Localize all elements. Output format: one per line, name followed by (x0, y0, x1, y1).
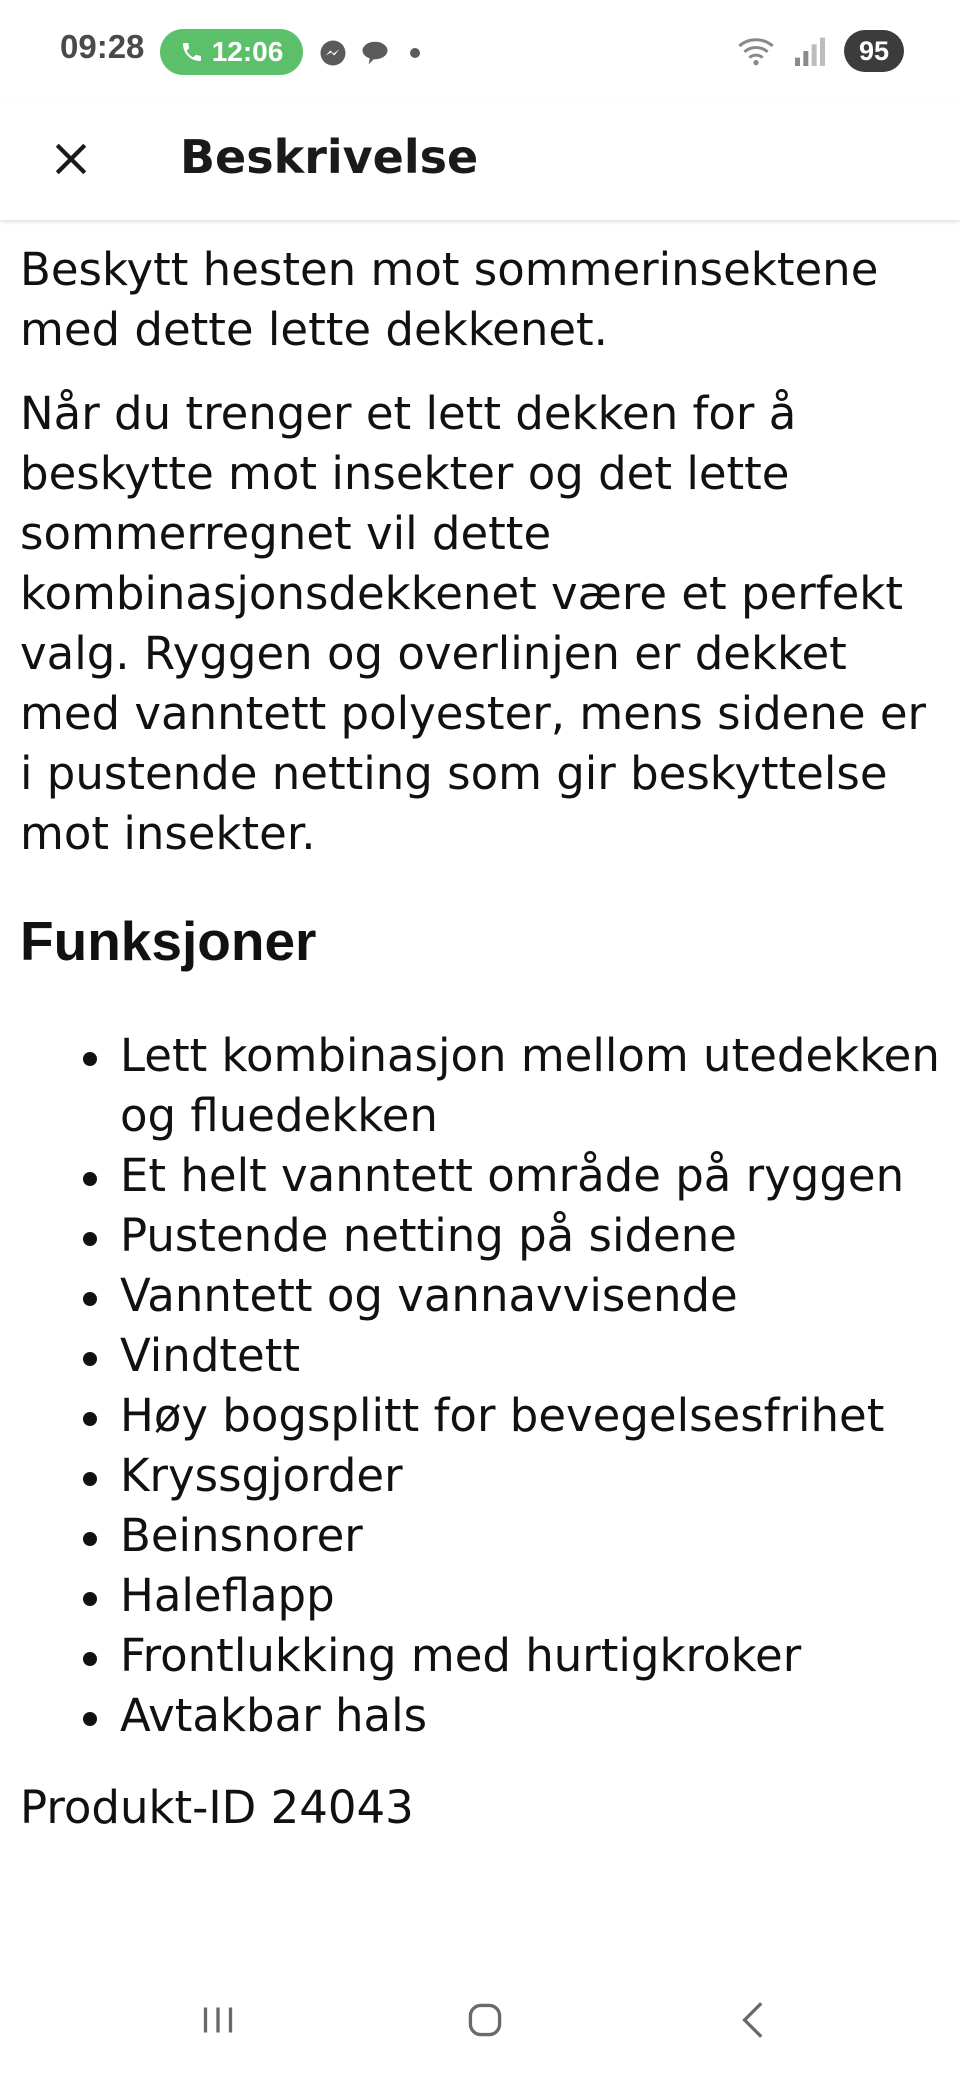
phone-icon (180, 40, 204, 64)
system-icons (736, 30, 904, 72)
feature-item: Lett kombinasjon mellom utedekken og fluedekken (120, 1026, 940, 1146)
close-icon (50, 138, 92, 180)
feature-item: Haleflapp (120, 1566, 940, 1626)
close-button[interactable] (40, 128, 102, 190)
feature-item: Et helt vanntett område på ryggen (120, 1146, 940, 1206)
recents-button[interactable] (178, 1980, 258, 2060)
more-notifications-dot (410, 48, 420, 58)
detail-paragraph: Når du trenger et lett dekken for å beskytte mot insekter og det lette sommerregnet vil dette kombinasjonsdekkenet være et perfekt valg. Ryggen og overlinjen er dekket med vanntett polyester, mens sidene er i pustende netting som gir beskyttelse mot insekter. (20, 387, 927, 860)
features-heading: Funksjoner (20, 910, 317, 972)
description-content (20, 222, 940, 1838)
status-time: 09:28 (60, 28, 145, 65)
back-button[interactable] (715, 1980, 795, 2060)
chat-icon (360, 38, 390, 68)
home-button[interactable] (445, 1980, 525, 2060)
back-icon (730, 1995, 780, 2045)
feature-list (20, 1026, 940, 1746)
home-icon (460, 1995, 510, 2045)
feature-item: Frontlukking med hurtigkroker (120, 1626, 940, 1686)
feature-item: Avtakbar hals (120, 1686, 940, 1746)
wifi-icon (736, 31, 776, 71)
feature-item: Vanntett og vannavvisende (120, 1266, 940, 1326)
product-id: Produkt-ID 24043 (20, 1781, 414, 1834)
ongoing-call-pill[interactable] (160, 29, 303, 75)
feature-item: Pustende netting på sidene (120, 1206, 940, 1266)
messenger-icon (318, 38, 348, 68)
call-duration: 12:06 (211, 36, 284, 67)
system-nav-bar (0, 1960, 960, 2080)
battery-indicator: 95 (844, 30, 904, 72)
status-bar (0, 0, 960, 104)
intro-paragraph: Beskytt hesten mot sommerinsektene med dette lette dekkenet. (20, 243, 879, 356)
feature-item: Kryssgjorder (120, 1446, 940, 1506)
feature-item: Vindtett (120, 1326, 940, 1386)
notification-icons (318, 38, 420, 68)
page-title: Beskrivelse (180, 130, 479, 184)
app-bar (0, 104, 960, 220)
feature-item: Beinsnorer (120, 1506, 940, 1566)
recents-icon (193, 1995, 243, 2045)
feature-item: Høy bogsplitt for bevegelsesfrihet (120, 1386, 940, 1446)
signal-icon (790, 31, 830, 71)
